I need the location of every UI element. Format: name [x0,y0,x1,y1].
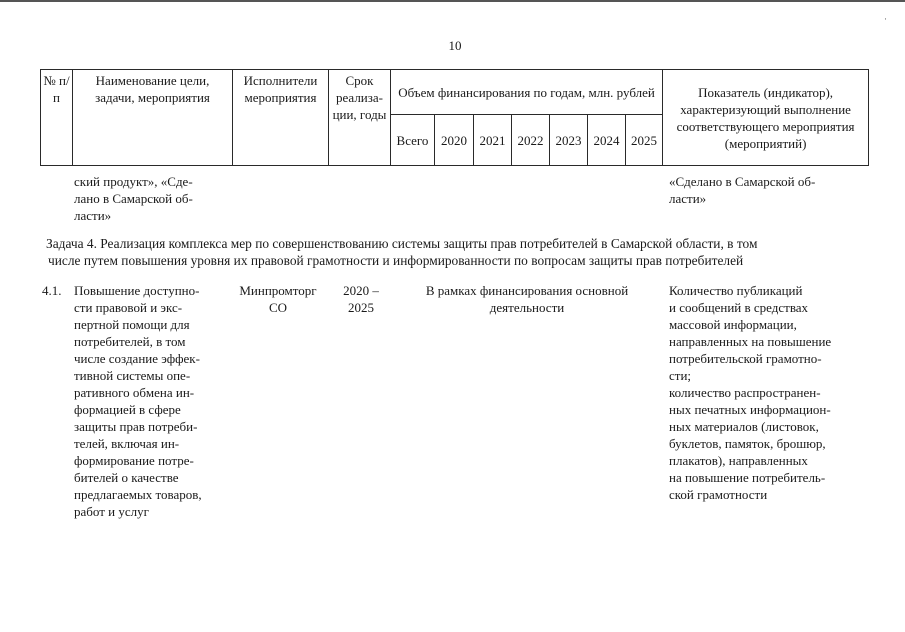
text-line: Повышение доступно- [74,283,200,298]
col-year-header: 2023 [550,115,588,166]
task-heading [46,235,868,269]
text-line: ласти» [669,191,707,206]
col-executors-header: Исполнители мероприятия [233,70,329,166]
text-line: бителей о качестве [74,470,179,485]
text-line: ской грамотности [669,487,768,502]
page-number: 10 [448,38,462,53]
text-line: сти; [669,368,692,383]
text-line: Минпромторг [239,283,317,298]
program-table-header [40,69,869,166]
text-line: плакатов), направленных [669,453,808,468]
text-line: формирование потре- [74,453,194,468]
col-term-header: Срок реализа-ции, годы [329,70,391,166]
text-line: ных печатных информацион- [669,402,831,417]
col-name-header: Наименование цели, задачи, мероприятия [73,70,233,166]
page-top-edge [0,0,905,2]
col-year-header: 2021 [474,115,512,166]
text-line: телей, включая ин- [74,436,180,451]
measure-funding [396,282,658,316]
text-line: ных материалов (листовок, [669,419,819,434]
text-line: «Сделано в Самарской об- [669,174,816,189]
continued-indicator [669,173,865,207]
text-line: массовой информации, [669,317,797,332]
text-line: защиты прав потреби- [74,419,198,434]
col-num-header: № п/п [41,70,73,166]
text-line: на повышение потребитель- [669,470,826,485]
text-line: потребительской грамотно- [669,351,822,366]
text-line: 2025 [348,300,374,315]
text-line: деятельности [489,300,565,315]
measure-term [330,282,392,316]
text-line: работ и услуг [74,504,149,519]
scan-mark: · [884,14,887,24]
col-indicator-header: Показатель (индикатор), характеризующий выполнение соответствующего мероприятия (мероприятий) [663,70,869,166]
measure-indicator [669,282,865,503]
text-line: формацией в сфере [74,402,181,417]
text-line: пертной помощи для [74,317,190,332]
text-line: буклетов, памяток, брошюр, [669,436,826,451]
measure-executors [228,282,328,316]
col-funding-header: Объем финансирования по годам, млн. рублей [391,70,663,115]
row-number: 4.1. [42,283,62,298]
text-line: количество распространен- [669,385,821,400]
continued-measure-name [74,173,226,224]
col-total-header: Всего [391,115,435,166]
measure-name [74,282,224,520]
col-year-header: 2022 [512,115,550,166]
text-line: Количество публикаций [669,283,803,298]
text-line: сти правовой и экс- [74,300,183,315]
task-heading-line: числе путем повышения уровня их правовой грамотности и информированности по вопросам защиты прав потребителей [48,253,744,268]
col-year-header: 2025 [626,115,663,166]
text-line: и сообщений в средствах [669,300,809,315]
col-year-header: 2024 [588,115,626,166]
text-line: ративного обмена ин- [74,385,195,400]
text-line: 2020 – [343,283,379,298]
col-year-header: 2020 [435,115,474,166]
text-line: ласти» [74,208,112,223]
text-line: потребителей, в том [74,334,186,349]
text-line: СО [268,300,288,315]
text-line: В рамках финансирования основной [425,283,629,298]
text-line: числе создание эффек- [74,351,200,366]
text-line: направленных на повышение [669,334,832,349]
text-line: тивной системы опе- [74,368,191,383]
text-line: ский продукт», «Сде- [74,174,193,189]
text-line: лано в Самарской об- [74,191,193,206]
text-line: предлагаемых товаров, [74,487,202,502]
task-heading-line: Задача 4. Реализация комплекса мер по совершенствованию системы защиты прав потребителей в Самарской области, в том [46,236,758,251]
